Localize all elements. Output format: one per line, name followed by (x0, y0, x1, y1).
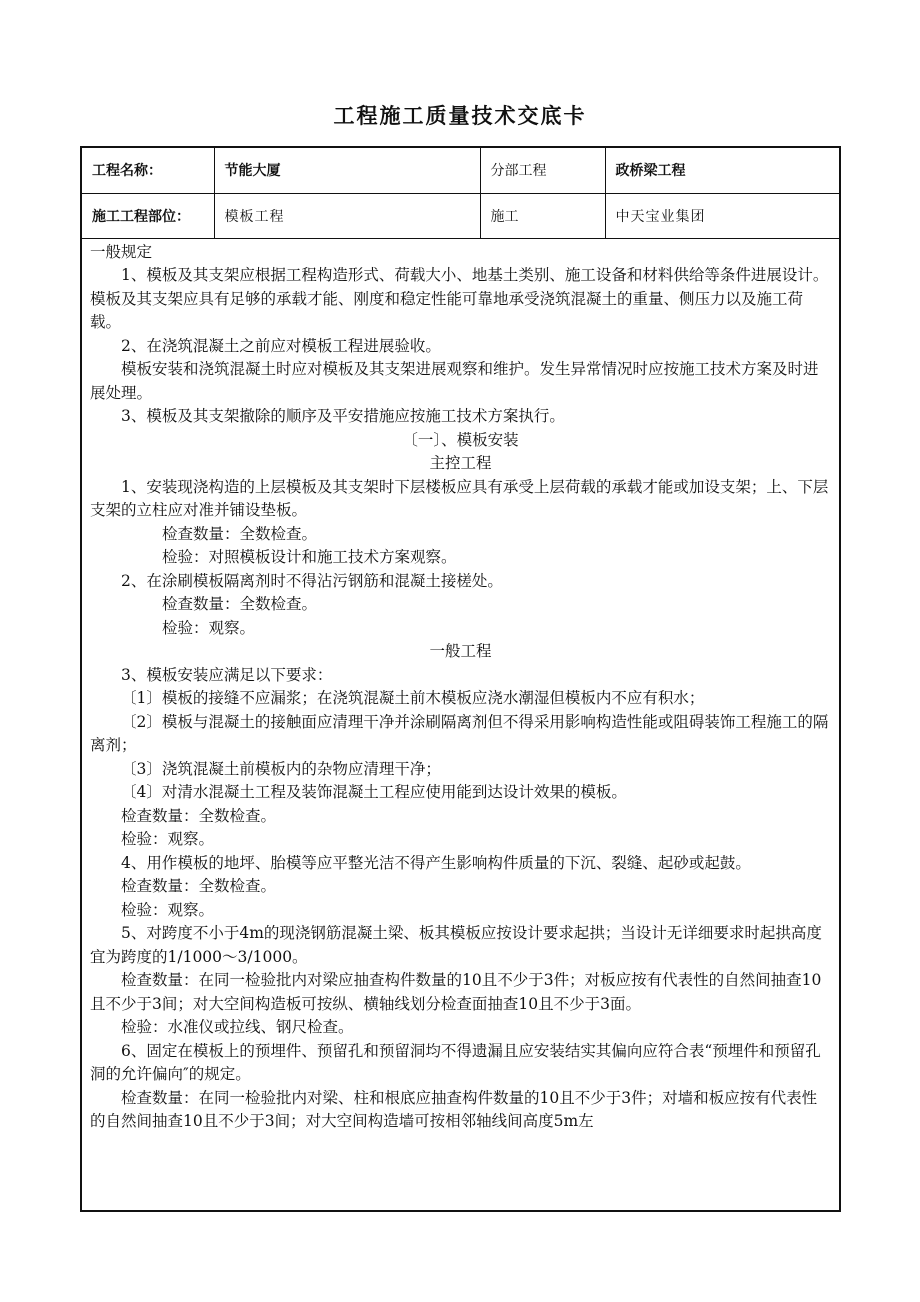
content-paragraph: 〔3〕浇筑混凝土前模板内的杂物应清理干净； (121, 759, 441, 778)
header-row (82, 148, 839, 193)
page-title: 工程施工质量技术交底卡 (333, 103, 587, 128)
content-paragraph: 检查数量：全数检查。 (162, 595, 318, 613)
sub-project-label: 分部工程 (480, 148, 605, 193)
content-paragraph: 〔4〕对清水混凝土工程及装饰混凝土工程应使用能到达设计效果的模板。 (121, 783, 627, 801)
content-paragraph: 检查数量：在同一检验批内对梁、柱和根底应抽查构件数量的10且不少于3件；对墙和板应按有代表性的自然间抽查10且不少于3间；对大空间构造墙可按相邻轴线间高度5m左 (90, 1088, 818, 1130)
content-paragraph: 检查数量：在同一检验批内对梁应抽查构件数量的10且不少于3件；对板应按有代表性的自然间抽查10且不少于3间；对大空间构造板可按纵、横轴线划分检查面抽查10且不少于3面。 (90, 971, 822, 1013)
part-label: 施工工程部位： (82, 193, 214, 238)
content-paragraph: 一般规定 (90, 242, 153, 261)
content-paragraph: 检验：观察。 (162, 618, 256, 637)
content-paragraph: 2、在涂刷模板隔离剂时不得沾污钢筋和混凝土接槎处。 (121, 571, 503, 590)
content-paragraph: 检验：观察。 (121, 900, 215, 919)
content-paragraph: 6、固定在模板上的预埋件、预留孔和预留洞均不得遗漏且应安装结实其偏向应符合表“预埋件和预留孔洞的允许偏向″的规定。 (90, 1041, 821, 1083)
content-paragraph: 检查数量：全数检查。 (162, 524, 318, 543)
content-paragraph: 〔1〕模板的接缝不应漏浆；在浇筑混凝土前木模板应浇水潮湿但模板内不应有积水； (121, 689, 705, 707)
content-body (82, 239, 839, 1134)
sub-project-value: 政桥梁工程 (605, 148, 839, 193)
disclosure-card (80, 146, 841, 1212)
content-paragraph: 检验：对照模板设计和施工技术方案观察。 (162, 548, 457, 566)
construction-label: 施工 (480, 193, 605, 238)
project-name-label: 工程名称： (82, 148, 214, 193)
content-paragraph: 2、在浇筑混凝土之前应对模板工程进展验收。 (121, 336, 441, 355)
project-name-value: 节能大厦 (214, 148, 480, 193)
content-paragraph: 一般工程 (429, 642, 492, 660)
content-paragraph: 主控工程 (429, 454, 492, 472)
content-paragraph: 模板安装和浇筑混凝土时应对模板及其支架进展观察和维护。发生异常情况时应按施工技术方案及时进展处理。 (90, 360, 819, 402)
construction-value: 中天宝业集团 (605, 193, 839, 238)
content-paragraph: 〔一〕、模板安装 (402, 430, 519, 449)
content-paragraph: 检验：观察。 (121, 830, 215, 848)
header-row (82, 193, 839, 238)
content-paragraph: 检验：水准仪或拉线、钢尺检查。 (121, 1018, 354, 1036)
content-paragraph: 4、用作模板的地坪、胎模等应平整光洁不得产生影响构件质量的下沉、裂缝、起砂或起鼓。 (121, 853, 751, 872)
content-paragraph: 3、模板安装应满足以下要求： (121, 665, 333, 684)
content-paragraph: 检查数量：全数检查。 (121, 877, 277, 895)
content-paragraph: 5、对跨度不小于4m的现浇钢筋混凝土梁、板其模板应按设计要求起拱；当设计无详细要求时起拱高度宜为跨度的1/1000～3/1000。 (90, 924, 822, 966)
part-value: 模板工程 (214, 193, 480, 238)
content-paragraph: 〔2〕模板与混凝土的接触面应清理干净并涂刷隔离剂但不得采用影响构造性能或阻碍装饰工程施工的隔离剂； (90, 712, 829, 754)
content-paragraph: 1、模板及其支架应根据工程构造形式、荷载大小、地基土类别、施工设备和材料供给等条件进展设计。模板及其支架应具有足够的承载才能、刚度和稳定性能可靠地承受浇筑混凝土的重量、侧压力以及施工荷载。 (90, 266, 829, 331)
content-paragraph: 1、安装现浇构造的上层模板及其支架时下层楼板应具有承受上层荷载的承载才能或加设支架；上、下层支架的立柱应对准并铺设垫板。 (90, 477, 829, 519)
header-table (82, 148, 839, 239)
content-paragraph: 3、模板及其支架撤除的顺序及平安措施应按施工技术方案执行。 (121, 407, 565, 425)
content-paragraph: 检查数量：全数检查。 (121, 806, 277, 825)
